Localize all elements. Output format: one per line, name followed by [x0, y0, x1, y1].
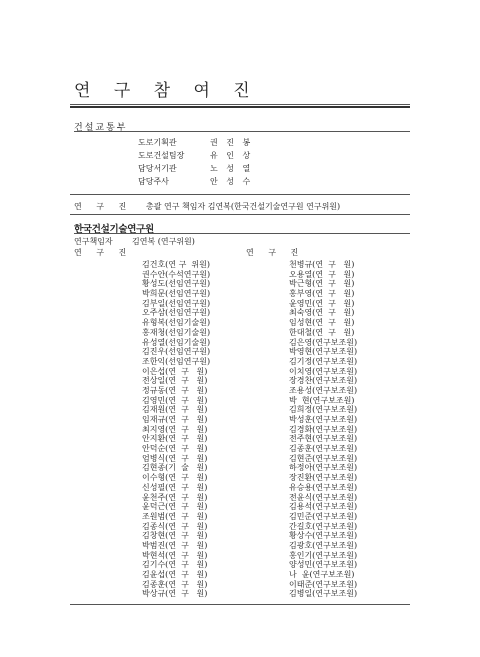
research-director: 총괄 연구 책임자 김연복(한국건설기술연구원 연구위원)	[146, 202, 341, 211]
researcher-entry: 김진우(선임연구원)	[142, 347, 211, 357]
institute-name: 한국건설기술연구원	[74, 224, 154, 235]
researcher-entry: 박희문(선임연구원)	[142, 289, 211, 299]
researcher-entry: 권수안(수석연구원)	[142, 269, 211, 279]
researcher-entry: 윤영민(연 구 원)	[289, 298, 355, 308]
ministry-heading: 건설교통부	[74, 123, 128, 133]
official-role: 담당서기관	[138, 164, 177, 173]
researcher-entry: 이은섭(연 구 원)	[142, 366, 208, 376]
researcher-entry: 오주삼(선임연구원)	[142, 308, 211, 318]
section-rule-bottom	[70, 214, 410, 215]
researcher-entry: 유성열(선임기술원)	[142, 337, 211, 347]
researcher-entry: 김경화(연구보조원)	[289, 424, 358, 434]
official-role: 담당주사	[138, 177, 169, 186]
researcher-entry: 간길호(연구보조원)	[289, 521, 358, 531]
researcher-entry: 박영현(연구보조원)	[289, 347, 358, 357]
researcher-entry: 윤천주(연 구 원)	[142, 492, 208, 502]
ministry-rule	[74, 131, 410, 132]
researcher-entry: 김종훈(연 구 원)	[142, 579, 208, 589]
researcher-entry: 한대철(연 구 원)	[289, 327, 355, 337]
researcher-entry: 안지환(연 구 원)	[142, 434, 208, 444]
researcher-entry: 홍부영(연 구 원)	[289, 289, 355, 299]
researcher-entry: 이태준(연구보조원)	[289, 579, 358, 589]
researcher-entry: 유승용(연구보조원)	[289, 482, 358, 492]
bottom-rule	[70, 604, 410, 605]
lead-researcher-row	[74, 236, 195, 247]
researcher-entry: 최지영(연 구 원)	[142, 424, 208, 434]
researcher-entry: 신성필(연 구 원)	[142, 482, 208, 492]
researcher-entry: 홍인기(연구보조원)	[289, 550, 358, 560]
researcher-entry: 박범진(연 구 원)	[142, 540, 208, 550]
researcher-entry: 김희정(연구보조원)	[289, 405, 358, 415]
researcher-entry: 윤덕근(연 구 원)	[142, 502, 208, 512]
official-role: 도로건설팀장	[138, 151, 185, 160]
researcher-entry: 박 현(연구보조원)	[289, 395, 355, 405]
lead-researcher-value: 김연복 (연구위원)	[132, 237, 195, 246]
official-row	[138, 137, 253, 149]
researcher-entry: 홍재청(선임기술원)	[142, 327, 211, 337]
researcher-entry: 정규동(연 구 원)	[142, 385, 208, 395]
researcher-entry: 천병규(연 구 원)	[289, 260, 355, 269]
researcher-entry: 김영민(연 구 원)	[142, 395, 208, 405]
researcher-entry: 양성민(연구보조원)	[289, 560, 358, 570]
researcher-entry: 박근형(연 구 원)	[289, 279, 355, 289]
researcher-entry: 임성현(연 구 원)	[289, 318, 355, 328]
researcher-entry: 이치영(연구보조원)	[289, 366, 358, 376]
researchers-header-right: 연 구 진	[246, 248, 305, 257]
researchers-left-column	[142, 260, 210, 599]
official-row	[138, 163, 253, 175]
researcher-entry: 박성훈(연구보조원)	[289, 415, 358, 424]
researcher-entry: 김병일(연구보조원)	[289, 589, 358, 599]
researcher-entry: 김윤섭(연 구 원)	[142, 570, 208, 579]
researcher-entry: 김현종(기 술 원)	[142, 463, 208, 473]
researcher-entry: 김창현(연 구 원)	[142, 531, 208, 541]
lead-researcher-label: 연구책임자	[74, 237, 113, 246]
researcher-entry: 김현준(연구보조원)	[289, 453, 358, 463]
official-role: 도로기획관	[138, 138, 177, 147]
researcher-entry: 조용성(연구보조원)	[289, 385, 358, 395]
official-row	[138, 176, 253, 188]
researcher-entry: 김부일(선임연구원)	[142, 298, 211, 308]
research-team-label: 연 구 진	[74, 202, 133, 211]
researcher-entry: 전상일(연 구 원)	[142, 376, 208, 386]
researcher-entry: 김민준(연구보조원)	[289, 511, 358, 521]
researchers-right-column	[289, 260, 357, 599]
researcher-entry: 나 윤(연구보조원)	[289, 570, 355, 579]
researcher-entry: 김종훈(연구보조원)	[289, 444, 358, 454]
researcher-entry: 안덕순(연 구 원)	[142, 444, 208, 454]
researcher-entry: 김건호(연 구 위원)	[142, 260, 210, 269]
researcher-entry: 장경찬(연구보조원)	[289, 376, 358, 386]
researcher-entry: 김기정(연구보조원)	[289, 356, 358, 366]
researcher-entry: 엄병식(연 구 원)	[142, 453, 208, 463]
researcher-entry: 오용열(연 구 원)	[289, 269, 355, 279]
researcher-entry: 김용석(연구보조원)	[289, 502, 358, 512]
researcher-entry: 황상수(연구보조원)	[289, 531, 358, 541]
title-rule-thick	[70, 106, 410, 108]
page-title: 연 구 참 여 진	[74, 81, 259, 101]
researcher-entry: 장진환(연구보조원)	[289, 473, 358, 483]
researcher-entry: 전윤식(연구보조원)	[289, 492, 358, 502]
official-row	[138, 150, 253, 162]
researcher-entry: 하정아(연구보조원)	[289, 463, 358, 473]
official-name: 노 성 열	[210, 164, 254, 173]
title-rule	[70, 104, 410, 105]
researcher-entry: 조원범(연 구 원)	[142, 511, 208, 521]
researcher-entry: 김광호(연구보조원)	[289, 540, 358, 550]
researchers-header-left: 연 구 진	[74, 248, 133, 257]
institute-rule	[74, 233, 410, 234]
researcher-entry: 김기수(연 구 원)	[142, 560, 208, 570]
researcher-entry: 유형복(선임기술원)	[142, 318, 211, 328]
researcher-entry: 최숙영(연 구 원)	[289, 308, 355, 318]
researcher-entry: 이수형(연 구 원)	[142, 473, 208, 483]
researcher-entry: 황성도(선임연구원)	[142, 279, 211, 289]
researcher-entry: 임재규(연 구 원)	[142, 415, 208, 424]
researcher-entry: 조한익(선임연구원)	[142, 356, 211, 366]
researcher-entry: 김종식(연 구 원)	[142, 521, 208, 531]
official-name: 안 성 수	[210, 177, 254, 186]
researcher-entry: 전주현(연구보조원)	[289, 434, 358, 444]
researcher-entry: 김재원(연 구 원)	[142, 405, 208, 415]
research-team-row	[74, 201, 340, 212]
researcher-entry: 박상규(연 구 원)	[142, 589, 208, 599]
official-name: 권 진 봉	[210, 138, 254, 147]
section-rule-top	[70, 194, 410, 195]
official-name: 유 인 상	[210, 151, 254, 160]
researcher-entry: 박현석(연 구 원)	[142, 550, 208, 560]
researcher-entry: 김은영(연구보조원)	[289, 337, 358, 347]
